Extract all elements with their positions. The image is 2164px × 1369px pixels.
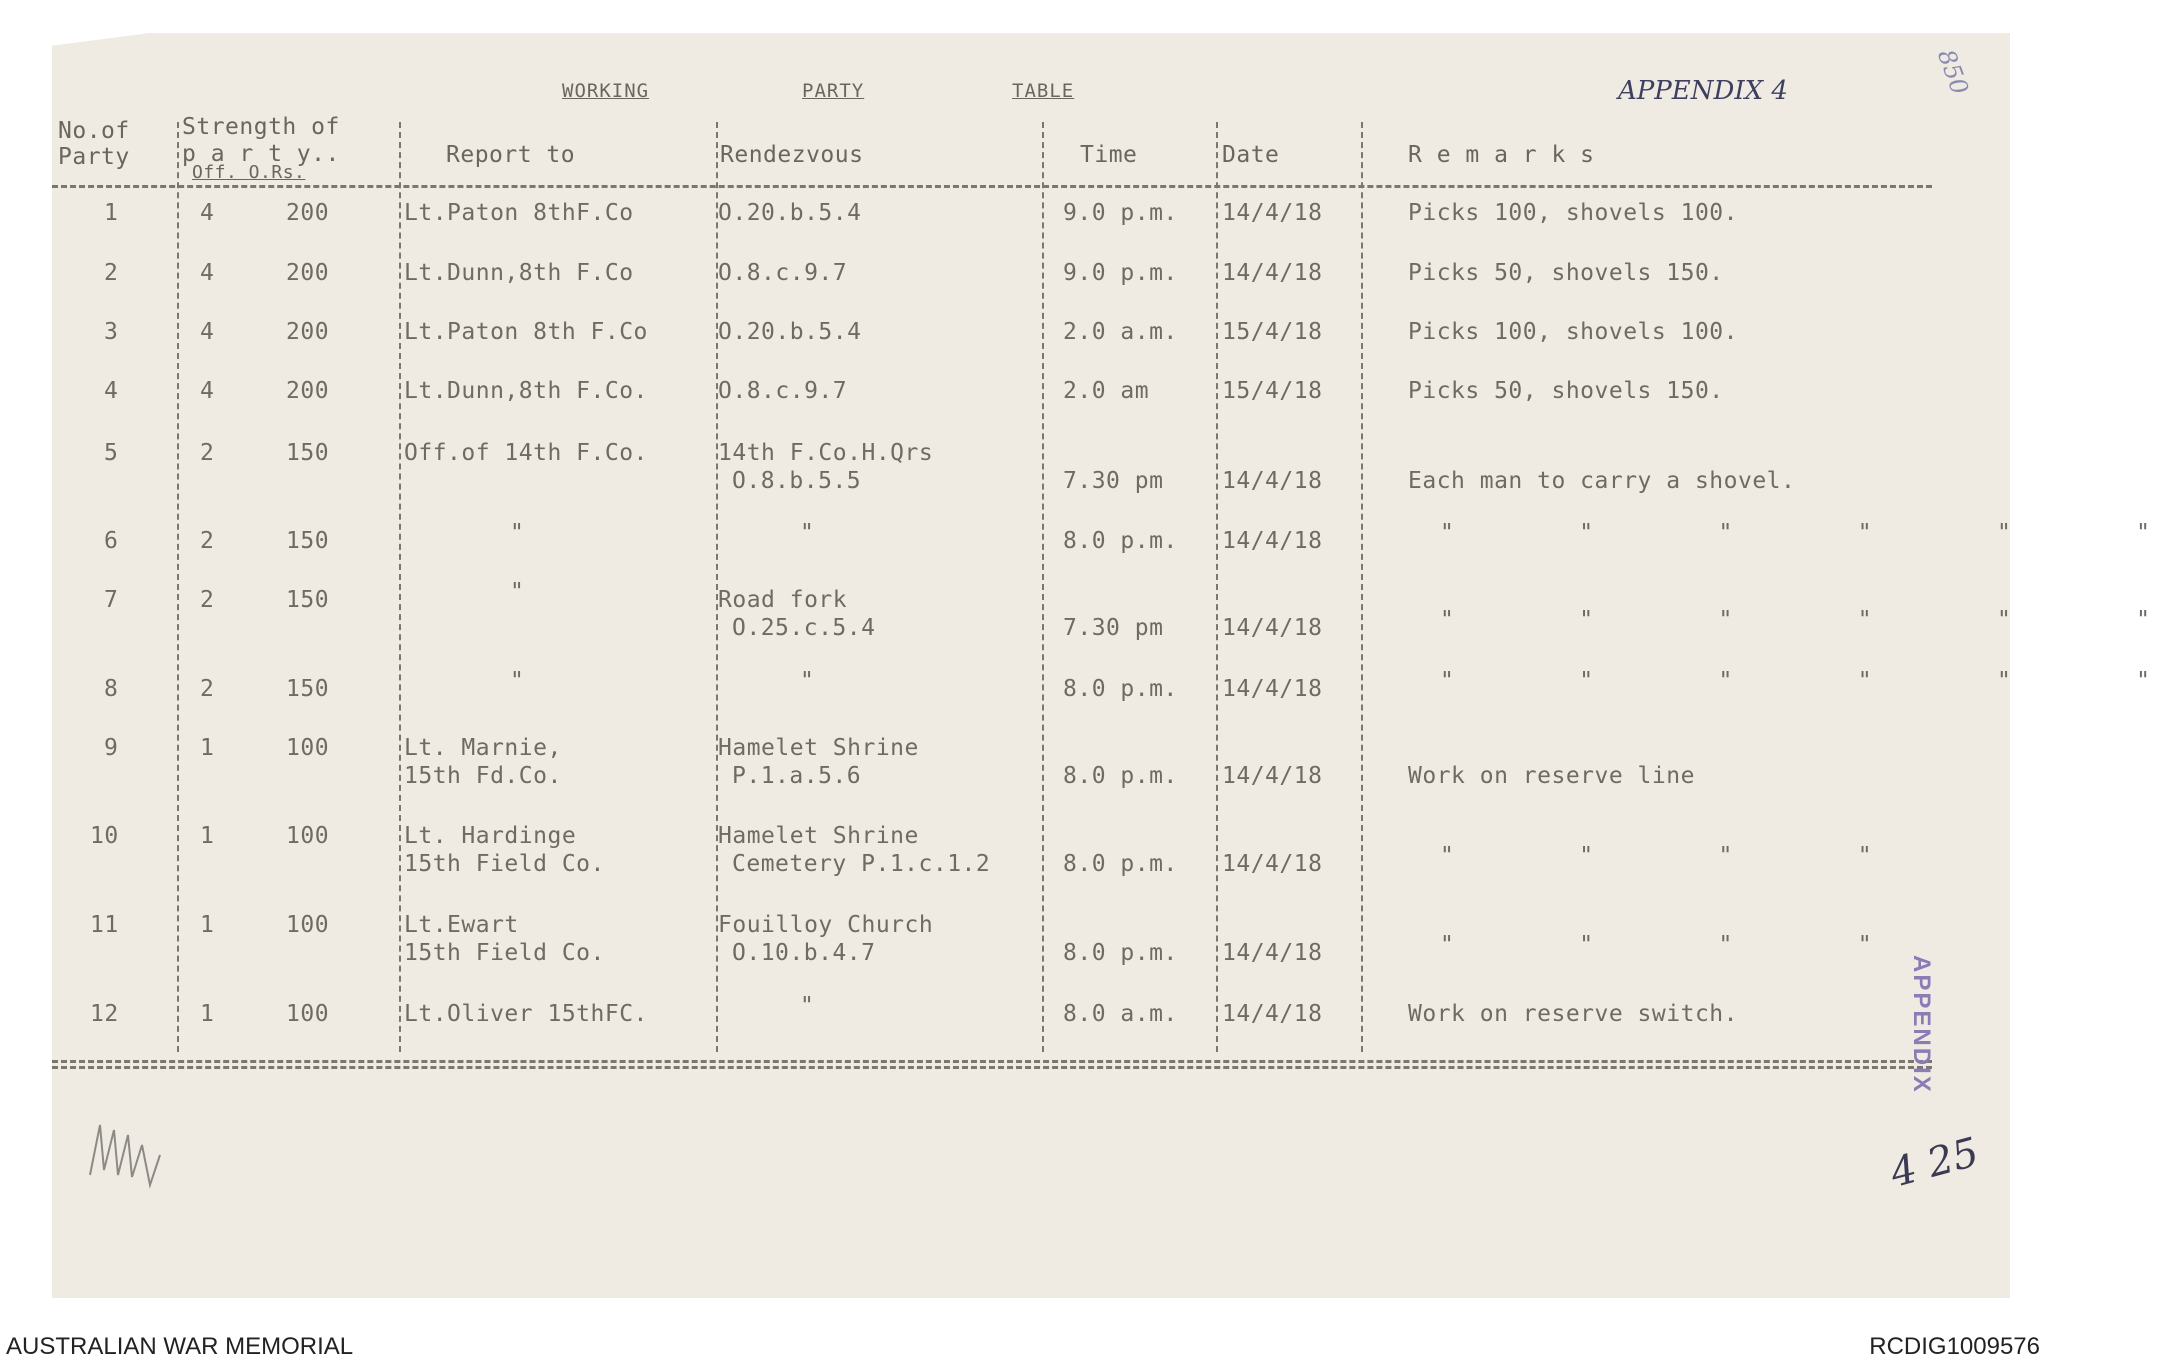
row-rendezvous-line2: O.8.b.5.5 — [732, 468, 862, 494]
row-rendezvous: O.8.c.9.7 — [718, 260, 848, 286]
row-rendezvous: O.8.c.9.7 — [718, 378, 848, 404]
row-report-to: Lt.Paton 8thF.Co — [404, 200, 634, 226]
row-number: 12 — [90, 1001, 119, 1027]
row-time: 9.0 p.m. — [1063, 200, 1178, 226]
row-number: 4 — [104, 378, 119, 404]
row-time: 7.30 pm — [1063, 615, 1164, 641]
row-number: 7 — [104, 587, 119, 613]
row-officers: 1 — [200, 912, 215, 938]
row-other-ranks: 200 — [286, 260, 330, 286]
bottom-right-mark: 4 25 — [1885, 1129, 1984, 1197]
row-date: 15/4/18 — [1222, 378, 1323, 404]
row-remarks: " " " " " " — [1440, 520, 2164, 546]
row-report-to-line2: 15th Fd.Co. — [404, 763, 562, 789]
row-rendezvous: 14th F.Co.H.Qrs — [718, 440, 934, 466]
appendix-handwritten: APPENDIX 4 — [1618, 76, 1788, 106]
row-report-to: Lt.Dunn,8th F.Co. — [404, 378, 648, 404]
row-officers: 1 — [200, 1001, 215, 1027]
header-strength-line1: Strength of — [182, 114, 340, 140]
header-date: Date — [1222, 142, 1280, 168]
row-time: 2.0 am — [1063, 378, 1150, 404]
title-table: TABLE — [1012, 80, 1075, 102]
row-time: 8.0 p.m. — [1063, 676, 1178, 702]
row-rendezvous: " — [800, 520, 815, 546]
header-rendezvous: Rendezvous — [720, 142, 864, 168]
row-date: 14/4/18 — [1222, 763, 1323, 789]
row-date: 14/4/18 — [1222, 615, 1323, 641]
bottom-rule-2 — [52, 1066, 1932, 1069]
row-report-to: Off.of 14th F.Co. — [404, 440, 648, 466]
row-time: 8.0 a.m. — [1063, 1001, 1178, 1027]
row-date: 14/4/18 — [1222, 1001, 1323, 1027]
row-date: 14/4/18 — [1222, 260, 1323, 286]
appendix-stamp: APPENDIX — [1908, 955, 1935, 1094]
header-remarks: R e m a r k s — [1408, 142, 1595, 168]
row-rendezvous: O.20.b.5.4 — [718, 200, 862, 226]
row-date: 14/4/18 — [1222, 676, 1323, 702]
row-rendezvous: Road fork — [718, 587, 848, 613]
row-officers: 4 — [200, 260, 215, 286]
header-strength-line3: Off. O.Rs. — [192, 162, 306, 183]
row-rendezvous: Fouilloy Church — [718, 912, 934, 938]
row-number: 3 — [104, 319, 119, 345]
row-rendezvous: Hamelet Shrine — [718, 735, 919, 761]
row-other-ranks: 150 — [286, 528, 330, 554]
row-remarks: " " " " — [1440, 843, 1886, 869]
row-other-ranks: 200 — [286, 200, 330, 226]
row-number: 1 — [104, 200, 119, 226]
row-remarks: Each man to carry a shovel. — [1408, 468, 1796, 494]
column-divider-4 — [1042, 122, 1044, 1052]
row-officers: 4 — [200, 378, 215, 404]
row-number: 2 — [104, 260, 119, 286]
footer-right: RCDIG1009576 — [1869, 1333, 2040, 1360]
row-number: 6 — [104, 528, 119, 554]
row-report-to-line2: 15th Field Co. — [404, 940, 605, 966]
header-report-to: Report to — [446, 142, 576, 168]
row-remarks: " " " " — [1440, 932, 1886, 958]
row-date: 14/4/18 — [1222, 851, 1323, 877]
header-no-line1: No.of — [58, 118, 130, 144]
row-time: 8.0 p.m. — [1063, 851, 1178, 877]
row-report-to-line2: 15th Field Co. — [404, 851, 605, 877]
row-officers: 2 — [200, 587, 215, 613]
column-divider-1 — [177, 122, 179, 1052]
row-officers: 4 — [200, 319, 215, 345]
row-rendezvous-line2: P.1.a.5.6 — [732, 763, 862, 789]
row-number: 9 — [104, 735, 119, 761]
row-report-to: Lt.Oliver 15thFC. — [404, 1001, 648, 1027]
column-divider-5 — [1216, 122, 1218, 1052]
row-time: 2.0 a.m. — [1063, 319, 1178, 345]
row-remarks: Picks 100, shovels 100. — [1408, 319, 1738, 345]
row-other-ranks: 200 — [286, 319, 330, 345]
row-other-ranks: 150 — [286, 676, 330, 702]
row-remarks: Work on reserve line — [1408, 763, 1695, 789]
row-report-to: Lt.Paton 8th F.Co — [404, 319, 648, 345]
row-time: 8.0 p.m. — [1063, 763, 1178, 789]
row-report-to: Lt. Hardinge — [404, 823, 577, 849]
row-remarks: Work on reserve switch. — [1408, 1001, 1738, 1027]
row-rendezvous: O.20.b.5.4 — [718, 319, 862, 345]
footer-left: AUSTRALIAN WAR MEMORIAL — [6, 1333, 354, 1360]
row-officers: 1 — [200, 735, 215, 761]
header-time: Time — [1080, 142, 1138, 168]
row-remarks: Picks 50, shovels 150. — [1408, 260, 1724, 286]
row-number: 5 — [104, 440, 119, 466]
row-remarks: " " " " " " — [1440, 607, 2164, 633]
corner-number: 850 — [1931, 45, 1974, 99]
header-strength-line2: p a r t y.. — [182, 141, 340, 167]
row-date: 14/4/18 — [1222, 528, 1323, 554]
row-officers: 2 — [200, 676, 215, 702]
row-other-ranks: 100 — [286, 1001, 330, 1027]
row-time: 7.30 pm — [1063, 468, 1164, 494]
pencil-initials — [80, 1115, 170, 1195]
row-rendezvous-line2: Cemetery P.1.c.1.2 — [732, 851, 991, 877]
row-time: 8.0 p.m. — [1063, 940, 1178, 966]
row-report-to: " — [510, 579, 525, 605]
column-divider-6 — [1361, 122, 1363, 1052]
row-remarks: Picks 100, shovels 100. — [1408, 200, 1738, 226]
row-officers: 4 — [200, 200, 215, 226]
row-officers: 1 — [200, 823, 215, 849]
row-report-to: " — [510, 668, 525, 694]
column-divider-2 — [399, 122, 401, 1052]
row-other-ranks: 100 — [286, 735, 330, 761]
row-rendezvous-line2: O.10.b.4.7 — [732, 940, 876, 966]
row-number: 11 — [90, 912, 119, 938]
row-remarks: " " " " " " — [1440, 668, 2164, 694]
row-report-to: " — [510, 520, 525, 546]
row-time: 8.0 p.m. — [1063, 528, 1178, 554]
header-rule — [52, 185, 1932, 188]
row-rendezvous: Hamelet Shrine — [718, 823, 919, 849]
row-other-ranks: 200 — [286, 378, 330, 404]
row-date: 14/4/18 — [1222, 200, 1323, 226]
row-officers: 2 — [200, 528, 215, 554]
row-report-to: Lt. Marnie, — [404, 735, 562, 761]
row-officers: 2 — [200, 440, 215, 466]
row-other-ranks: 100 — [286, 912, 330, 938]
title-party: PARTY — [802, 80, 865, 102]
title-working: WORKING — [562, 80, 650, 102]
row-number: 10 — [90, 823, 119, 849]
row-date: 14/4/18 — [1222, 468, 1323, 494]
row-other-ranks: 150 — [286, 587, 330, 613]
row-date: 15/4/18 — [1222, 319, 1323, 345]
bottom-rule — [52, 1060, 1932, 1063]
row-time: 9.0 p.m. — [1063, 260, 1178, 286]
row-other-ranks: 150 — [286, 440, 330, 466]
row-remarks: Picks 50, shovels 150. — [1408, 378, 1724, 404]
row-report-to: Lt.Ewart — [404, 912, 519, 938]
header-no-line2: Party — [58, 144, 130, 170]
row-other-ranks: 100 — [286, 823, 330, 849]
row-rendezvous-line2: O.25.c.5.4 — [732, 615, 876, 641]
row-date: 14/4/18 — [1222, 940, 1323, 966]
row-number: 8 — [104, 676, 119, 702]
row-report-to: Lt.Dunn,8th F.Co — [404, 260, 634, 286]
row-rendezvous: " — [800, 993, 815, 1019]
row-rendezvous: " — [800, 668, 815, 694]
